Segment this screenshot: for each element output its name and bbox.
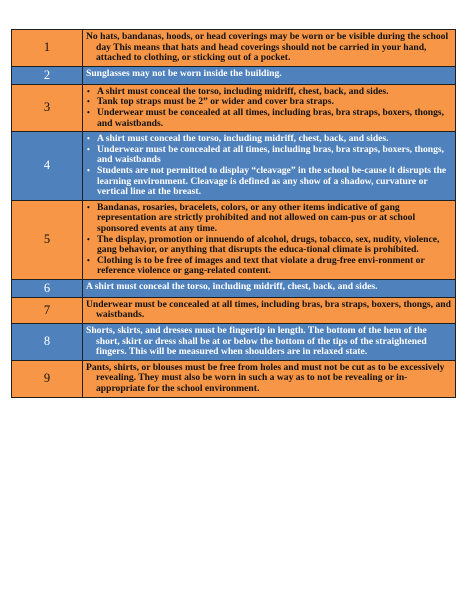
list-item-text: A shirt must conceal the torso, including midriff, chest, back, and sides.: [97, 85, 389, 97]
rule-text: A shirt must conceal the torso, including midriff, chest, back, and sides.: [86, 280, 378, 292]
rule-row-7: [12, 297, 456, 323]
dress-code-table: [11, 29, 456, 398]
list-item: [86, 166, 451, 198]
rule-text-cell: [83, 279, 456, 297]
bullet-icon: •: [87, 86, 90, 96]
rule-text: No hats, bandanas, hoods, or head coverings may be worn or be visible during the school day This means that hats and head coverings should not be carried in your hand, attached to clothing, or sticking out of a pocket.: [86, 31, 449, 64]
bullet-icon: •: [87, 144, 90, 154]
dress-code-document: [11, 29, 456, 398]
rule-row-6: [12, 279, 456, 297]
rule-bullet-list: [86, 134, 451, 198]
rule-number: 7: [12, 297, 83, 323]
rule-bullet-list: [86, 87, 451, 129]
rule-text-cell: [83, 200, 456, 279]
rule-row-2: [12, 66, 456, 84]
rule-text-cell: [83, 360, 456, 397]
bullet-icon: •: [87, 202, 90, 212]
rule-text-cell: [83, 66, 456, 84]
rule-text-cell: [83, 324, 456, 361]
rule-text-cell: [83, 84, 456, 131]
bullet-icon: •: [87, 255, 90, 265]
list-item: [86, 203, 451, 235]
rule-text: Underwear must be concealed at all times, including bras, bra straps, boxers, thongs, and waistbands.: [86, 298, 451, 321]
list-item-text: Tank top straps must be 2” or wider and cover bra straps.: [97, 96, 334, 108]
rule-row-8: [12, 324, 456, 361]
rule-number: 9: [12, 360, 83, 397]
rule-number: 3: [12, 84, 83, 131]
list-item-text: A shirt must conceal the torso, including midriff, chest, back, and sides.: [97, 133, 389, 145]
rule-number: 1: [12, 30, 83, 67]
rule-text: Shorts, skirts, and dresses must be fingertip in length. The bottom of the hem of the short, skirt or dress shall be at or below the bottom of the tips of the straightened fingers. This will be measured when shoulders are in relaxed state.: [86, 325, 427, 358]
rule-number: 6: [12, 279, 83, 297]
rule-row-9: [12, 360, 456, 397]
bullet-icon: •: [87, 107, 90, 117]
rule-text: Sunglasses may not be worn inside the building.: [86, 67, 282, 79]
rule-text-cell: [83, 297, 456, 323]
rule-number: 5: [12, 200, 83, 279]
rule-row-4: [12, 132, 456, 201]
list-item-text: Students are not permitted to display “cleavage” in the school be-cause it disrupts the learning environment. Cleavage is defined as any show of a shadow, curvature or vertical line at the breast.: [97, 164, 447, 198]
rule-row-5: [12, 200, 456, 279]
list-item: [86, 108, 451, 129]
list-item-text: Underwear must be concealed at all times, including bras, bra straps, boxers, thongs, and waistbands: [97, 143, 445, 166]
list-item-text: Clothing is to be free of images and text that violate a drug-free envi-ronment or reference violence or gang-related content.: [97, 254, 425, 277]
bullet-icon: •: [87, 165, 90, 175]
rule-text-cell: [83, 132, 456, 201]
rule-text: Pants, shirts, or blouses must be free from holes and must not be cut as to be excessively revealing. They must also be worn in such a way as to not be revealing or in-appropriate for the school environment.: [86, 361, 445, 395]
list-item: [86, 235, 451, 256]
list-item-text: Underwear must be concealed at all times, including bras, bra straps, boxers, thongs, and waistbands.: [97, 106, 445, 129]
rule-row-3: [12, 84, 456, 131]
rule-number: 4: [12, 132, 83, 201]
list-item-text: The display, promotion or innuendo of alcohol, drugs, tobacco, sex, nudity, violence, gang behavior, or anything that disrupts the educa-tional climate is prohibited.: [97, 233, 440, 256]
rule-number: 8: [12, 324, 83, 361]
bullet-icon: •: [87, 134, 90, 144]
bullet-icon: •: [87, 97, 90, 107]
rule-text-cell: [83, 30, 456, 67]
rule-row-1: [12, 30, 456, 67]
list-item: [86, 256, 451, 277]
bullet-icon: •: [87, 234, 90, 244]
rule-number: 2: [12, 66, 83, 84]
list-item-text: Bandanas, rosaries, bracelets, colors, or any other items indicative of gang representation are strictly prohibited and not allowed on cam-pus or at school sponsored events at any time.: [97, 201, 416, 234]
rule-bullet-list: [86, 203, 451, 277]
list-item: [86, 145, 451, 166]
